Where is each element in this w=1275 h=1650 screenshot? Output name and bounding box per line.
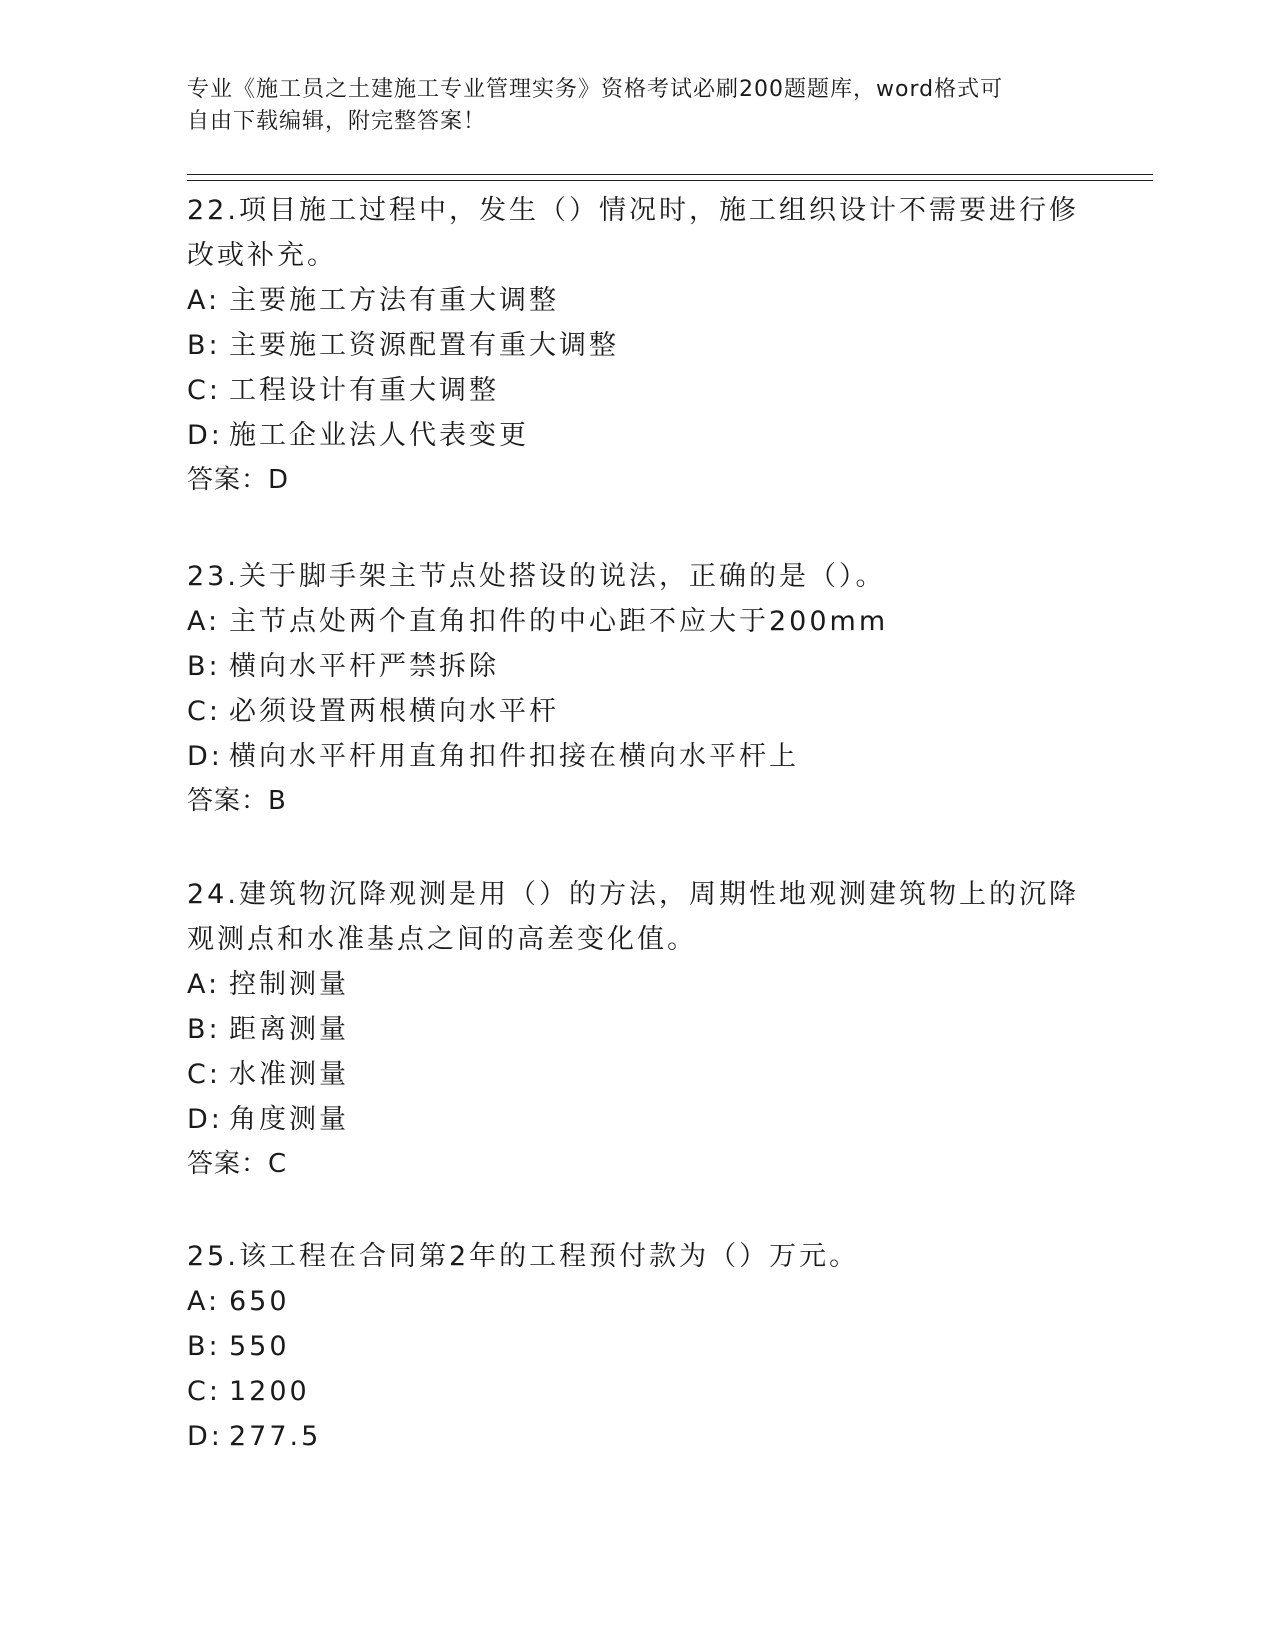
option-text: 主要施工资源配置有重大调整 — [229, 330, 619, 361]
option-letter: C: — [187, 1376, 221, 1407]
option-letter: D: — [187, 1421, 223, 1452]
option-letter: D: — [187, 741, 223, 772]
question-stem: 24.建筑物沉降观测是用（）的方法，周期性地观测建筑物上的沉降观测点和水准基点之间的高差变化值。 — [187, 879, 1079, 955]
option-c — [187, 689, 1087, 734]
option-c — [187, 1369, 1087, 1414]
header-divider-bottom — [187, 180, 1153, 181]
option-text: 1200 — [229, 1376, 310, 1407]
question-23 — [187, 554, 1087, 824]
answer-label: 答案：D — [187, 465, 290, 495]
option-letter: C: — [187, 375, 221, 406]
option-a — [187, 599, 1087, 644]
option-a — [187, 962, 1087, 1007]
answer-label: 答案：C — [187, 1149, 288, 1179]
option-d — [187, 1414, 1087, 1459]
option-text: 650 — [229, 1286, 290, 1317]
header-line-1: 专业《施工员之土建施工专业管理实务》资格考试必刷200题题库，word格式可 — [187, 77, 1004, 102]
option-letter: B: — [187, 651, 221, 682]
option-b — [187, 1324, 1087, 1369]
option-text: 277.5 — [229, 1421, 322, 1452]
header-divider-top — [187, 174, 1153, 175]
document-header — [187, 74, 1087, 138]
question-25 — [187, 1234, 1087, 1459]
option-d — [187, 734, 1087, 779]
option-letter: D: — [187, 420, 223, 451]
option-c — [187, 368, 1087, 413]
option-d — [187, 413, 1087, 458]
answer-label: 答案：B — [187, 786, 287, 816]
question-24 — [187, 872, 1087, 1187]
option-text: 角度测量 — [229, 1104, 349, 1135]
option-text: 横向水平杆用直角扣件扣接在横向水平杆上 — [229, 741, 799, 772]
question-stem: 25.该工程在合同第2年的工程预付款为（）万元。 — [187, 1241, 860, 1272]
question-22 — [187, 188, 1087, 503]
option-letter: A: — [187, 606, 221, 637]
option-letter: B: — [187, 1014, 221, 1045]
option-text: 施工企业法人代表变更 — [229, 420, 529, 451]
option-letter: B: — [187, 330, 221, 361]
option-letter: A: — [187, 969, 221, 1000]
option-a — [187, 1279, 1087, 1324]
option-b — [187, 644, 1087, 689]
option-c — [187, 1052, 1087, 1097]
question-stem: 23.关于脚手架主节点处搭设的说法，正确的是（）。 — [187, 561, 886, 592]
option-a — [187, 278, 1087, 323]
option-d — [187, 1097, 1087, 1142]
option-letter: D: — [187, 1104, 223, 1135]
option-text: 主要施工方法有重大调整 — [229, 285, 559, 316]
option-letter: B: — [187, 1331, 221, 1362]
option-b — [187, 323, 1087, 368]
option-letter: A: — [187, 285, 221, 316]
option-letter: A: — [187, 1286, 221, 1317]
option-text: 主节点处两个直角扣件的中心距不应大于200mm — [229, 606, 889, 637]
option-text: 工程设计有重大调整 — [229, 375, 499, 406]
option-text: 距离测量 — [229, 1014, 349, 1045]
option-text: 控制测量 — [229, 969, 349, 1000]
header-line-2: 自由下载编辑，附完整答案！ — [187, 109, 487, 134]
option-text: 水准测量 — [229, 1059, 349, 1090]
option-text: 必须设置两根横向水平杆 — [229, 696, 559, 727]
option-b — [187, 1007, 1087, 1052]
option-letter: C: — [187, 1059, 221, 1090]
option-letter: C: — [187, 696, 221, 727]
option-text: 横向水平杆严禁拆除 — [229, 651, 499, 682]
question-stem: 22.项目施工过程中，发生（）情况时，施工组织设计不需要进行修改或补充。 — [187, 195, 1079, 271]
option-text: 550 — [229, 1331, 290, 1362]
